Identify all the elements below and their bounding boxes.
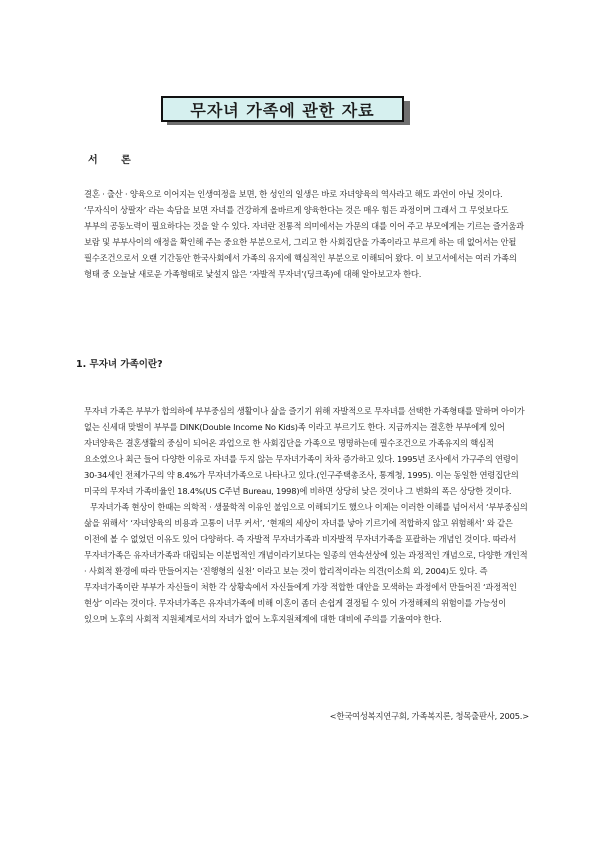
body-paragraph-1: 무자녀 가족은 부부가 합의하에 부부중심의 생활이나 삶을 즐기기 위해 자발적으로 무자녀를 선택한 가족형태를 말하며 아이가 없는 신세대 맞벌이 부부를 DINK(Double Income No Kids)족 이라고 부르기도 한다. 지금까지는 결혼한 부부에게 있어 자녀양육은 결혼생활의 중심이 되어온 과업으로 한 사회집단을 가족으로 명명하는데 필수조건으로 가족유지의 핵심적 요소였으나 최근 들어 다양한 이유로 자녀를 두지 않는 무자녀가족이 차차 증가하고 있다. 1995년 조사에서 가구주의 연령이 30-34세인 전체가구의 약 8.4%가 무자녀가족으로 나타나고 있다.(인구주택총조사, 통계청, 1995). 이는 동일한 연령집단의 미국의 무자녀 가족비율인 18.4%(US C주년 Bureau, 1998)에 비하면 상당히 낮은 것이나 그 변화의 폭은 상당한 것이다. [84,406,525,496]
title-banner [161,96,411,126]
body-paragraph-2: 무자녀가족 현상이 한때는 의학적 · 생물학적 이유인 불임으로 이해되기도 했으나 이제는 이러한 이해를 넘어서서 ‘부부중심의 삶을 위해서’ ‘자녀양육의 비용과 고통이 너무 커서’, ‘현재의 세상이 자녀를 낳아 기르기에 적합하지 않고 위험해서’ 와 같은 이전에 볼 수 없었던 이유도 있어 다양하다. 즉 자발적 무자녀가족과 비자발적 무자녀가족을 포괄하는 개념인 것이다. 따라서 무자녀가족은 유자녀가족과 대립되는 이분법적인 개념이라기보다는 일종의 연속선상에 있는 과정적인 개념으로, 다양한 개인적 · 사회적 환경에 따라 만들어지는 ‘진행형의 실천’ 이라고 보는 것이 합리적이라는 의견(이소희 외, 2004)도 있다. 즉 무자녀가족이란 부부가 자신들이 처한 각 상황속에서 자신들에게 가장 적합한 대안을 모색하는 과정에서 만들어진 ‘과정적인 현상’ 이라는 것이다. 무자녀가족은 유자녀가족에 비해 이혼이 좀더 손쉽게 결정될 수 있어 가정해체의 위험이를 가능성이 있으며 노후의 사회적 지원체계로서의 자녀가 없어 노후지원체계에 대한 대비에 주의를 기울여야 한다. [84,502,528,624]
intro-paragraph: 결혼 · 출산 · 양육으로 이어지는 인생여정을 보면, 한 성인의 일생은 바로 자녀양육의 역사라고 해도 과언이 아닐 것이다. ‘무자식이 상팔자’ 라는 속담을 보면 자녀를 건강하게 올바르게 양육한다는 것은 매우 힘든 과정이며 그래서 그 무엇보다도 부부의 공동노력이 필요하다는 것을 알 수 있다. 자녀란 전통적 의미에서는 가문의 대를 이어 주고 부모에게는 기르는 즐거움과 보람 및 부부사이의 애정을 확인해 주는 중요한 부분으로서, 그리고 한 사회집단을 가족이라고 부르게 하는 데 없어서는 안될 필수조건으로서 오랜 기간동안 한국사회에서 가족의 유지에 핵심적인 부분으로 이해되어 왔다. 이 보고서에서는 여러 가족의 형태 중 오늘날 새로운 가족형태로 낯설지 않은 ‘자발적 무자녀’(딩크족)에 대해 알아보고자 한다. [84,189,524,279]
intro-heading: 서 론 [88,155,141,166]
section-body [84,403,529,627]
document-title: 무자녀 가족에 관한 자료 [161,96,404,122]
section-heading: 1. 무자녀 가족이란? [76,359,163,370]
citation: <한국여성복지연구회, 가족복지론, 청목출판사, 2005.> [329,711,529,721]
